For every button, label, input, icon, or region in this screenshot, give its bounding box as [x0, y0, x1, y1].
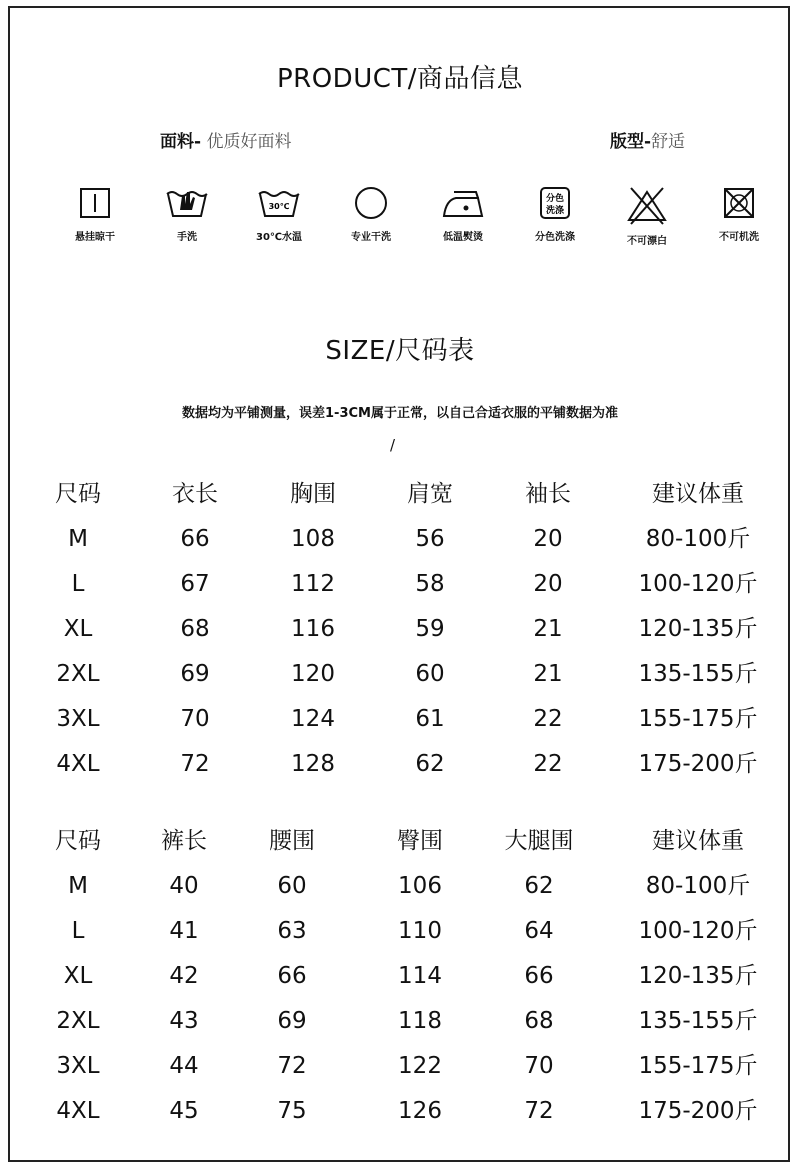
table-cell: 155-175斤 — [638, 1053, 758, 1079]
table-cell: 44 — [169, 1053, 199, 1079]
table-cell: 59 — [415, 616, 445, 642]
table-cell: 135-155斤 — [638, 1008, 758, 1034]
table-cell: 20 — [533, 571, 563, 597]
table-row — [0, 697, 800, 742]
header-cell: 胸围 — [290, 481, 336, 507]
table-cell: 120-135斤 — [638, 963, 758, 989]
table-cell: 42 — [169, 963, 199, 989]
table-row — [0, 1044, 800, 1089]
header-cell: 大腿围 — [504, 828, 574, 854]
care-label: 不可机洗 — [719, 232, 759, 243]
table-row — [0, 742, 800, 787]
separator-slash: / — [390, 436, 396, 454]
table-cell: 75 — [277, 1098, 307, 1124]
care-item-hand-wash — [142, 186, 232, 243]
care-icons-row — [50, 186, 770, 256]
fabric-value: 优质好面料 — [206, 132, 292, 152]
table-cell: 40 — [169, 873, 199, 899]
table-cell: 69 — [180, 661, 210, 687]
size-title: SIZE/尺码表 — [325, 336, 475, 366]
header-cell: 袖长 — [525, 481, 571, 507]
header-cell: 肩宽 — [407, 481, 453, 507]
table-cell: 100-120斤 — [638, 571, 758, 597]
table-row — [0, 652, 800, 697]
header-cell: 臀围 — [397, 828, 443, 854]
header-cell: 衣长 — [172, 481, 218, 507]
table-cell: 2XL — [56, 1008, 100, 1034]
header-cell: 建议体重 — [652, 828, 744, 854]
table-row — [0, 909, 800, 954]
table-cell: 20 — [533, 526, 563, 552]
fabric-info — [160, 127, 291, 152]
care-label: 不可漂白 — [627, 236, 667, 247]
table-cell: M — [68, 526, 88, 552]
care-label: 悬挂晾干 — [75, 232, 115, 243]
table-cell: 64 — [524, 918, 554, 944]
table-cell: 21 — [533, 661, 563, 687]
header-cell: 腰围 — [269, 828, 315, 854]
table-cell: 66 — [277, 963, 307, 989]
table-cell: 43 — [169, 1008, 199, 1034]
table-cell: 68 — [180, 616, 210, 642]
wash-30-icon — [256, 186, 302, 222]
table-cell: 3XL — [56, 706, 100, 732]
header-cell: 建议体重 — [652, 481, 744, 507]
table-cell: XL — [63, 963, 93, 989]
table-cell: 106 — [398, 873, 442, 899]
table-cell: 114 — [398, 963, 442, 989]
table-cell: 66 — [524, 963, 554, 989]
separate-text-top: 分色 — [545, 194, 565, 204]
care-item-no-bleach — [602, 186, 692, 247]
table-cell: 45 — [169, 1098, 199, 1124]
table-row — [0, 954, 800, 999]
table-cell: 175-200斤 — [638, 751, 758, 777]
table-cell: XL — [63, 616, 93, 642]
table-cell: 60 — [415, 661, 445, 687]
table-header-row — [0, 819, 800, 864]
table-row — [0, 1089, 800, 1134]
table-cell: 72 — [524, 1098, 554, 1124]
table-cell: 22 — [533, 751, 563, 777]
fit-info — [610, 127, 685, 152]
table-cell: 70 — [524, 1053, 554, 1079]
table-cell: 62 — [524, 873, 554, 899]
care-item-wash-30 — [234, 186, 324, 243]
table-cell: 120 — [291, 661, 335, 687]
table-cell: 22 — [533, 706, 563, 732]
table-cell: 116 — [291, 616, 335, 642]
top-size-table — [0, 472, 800, 787]
dry-clean-icon — [351, 186, 391, 222]
table-cell: 41 — [169, 918, 199, 944]
care-item-hang-dry — [50, 186, 140, 243]
table-cell: L — [71, 918, 85, 944]
wash-temp-text: 30℃ — [268, 202, 290, 211]
table-cell: 120-135斤 — [638, 616, 758, 642]
table-cell: 100-120斤 — [638, 918, 758, 944]
table-cell: 80-100斤 — [645, 526, 751, 552]
fit-label: 版型- — [610, 132, 652, 152]
care-label: 手洗 — [177, 232, 197, 243]
table-cell: 126 — [398, 1098, 442, 1124]
care-label: 30℃水温 — [255, 232, 303, 243]
care-item-low-iron — [418, 186, 508, 243]
table-cell: 110 — [398, 918, 442, 944]
table-cell: 66 — [180, 526, 210, 552]
table-cell: 72 — [180, 751, 210, 777]
table-cell: 4XL — [56, 751, 100, 777]
table-row — [0, 562, 800, 607]
measurement-note: 数据均为平铺测量，误差1-3CM属于正常，以自己合适衣服的平铺数据为准 — [182, 406, 618, 421]
care-item-dry-clean — [326, 186, 416, 243]
table-row — [0, 607, 800, 652]
no-machine-wash-icon — [719, 186, 759, 222]
table-cell: 135-155斤 — [638, 661, 758, 687]
hand-wash-icon — [164, 186, 210, 222]
table-cell: 122 — [398, 1053, 442, 1079]
header-cell: 裤长 — [161, 828, 207, 854]
hang-dry-icon — [75, 186, 115, 222]
table-cell: 124 — [291, 706, 335, 732]
care-label: 专业干洗 — [351, 232, 391, 243]
header-cell: 尺码 — [55, 828, 101, 854]
care-item-no-machine-wash — [694, 186, 784, 243]
care-label: 低温熨烫 — [443, 232, 483, 243]
separate-text-bottom: 洗涤 — [545, 206, 565, 216]
table-cell: 61 — [415, 706, 445, 732]
table-cell: 112 — [291, 571, 335, 597]
table-cell: 63 — [277, 918, 307, 944]
table-header-row — [0, 472, 800, 517]
table-cell: L — [71, 571, 85, 597]
table-cell: 69 — [277, 1008, 307, 1034]
table-cell: 118 — [398, 1008, 442, 1034]
table-cell: 56 — [415, 526, 445, 552]
table-cell: 2XL — [56, 661, 100, 687]
table-cell: 128 — [291, 751, 335, 777]
table-cell: 3XL — [56, 1053, 100, 1079]
table-cell: 21 — [533, 616, 563, 642]
table-row — [0, 999, 800, 1044]
no-bleach-icon — [625, 186, 669, 226]
table-cell: M — [68, 873, 88, 899]
separate-wash-icon — [535, 186, 575, 222]
table-cell: 175-200斤 — [638, 1098, 758, 1124]
table-cell: 62 — [415, 751, 445, 777]
fit-value: 舒适 — [651, 132, 686, 152]
table-cell: 68 — [524, 1008, 554, 1034]
bottom-size-table — [0, 819, 800, 1134]
table-cell: 60 — [277, 873, 307, 899]
table-cell: 108 — [291, 526, 335, 552]
table-cell: 80-100斤 — [645, 873, 751, 899]
care-label: 分色洗涤 — [535, 232, 575, 243]
low-iron-icon — [440, 186, 486, 222]
table-cell: 70 — [180, 706, 210, 732]
table-cell: 67 — [180, 571, 210, 597]
table-cell: 58 — [415, 571, 445, 597]
table-row — [0, 864, 800, 909]
table-row — [0, 517, 800, 562]
table-cell: 4XL — [56, 1098, 100, 1124]
fabric-label: 面料- — [160, 132, 202, 152]
table-cell: 72 — [277, 1053, 307, 1079]
product-title: PRODUCT/商品信息 — [276, 64, 524, 94]
care-item-separate-wash — [510, 186, 600, 243]
table-cell: 155-175斤 — [638, 706, 758, 732]
header-cell: 尺码 — [55, 481, 101, 507]
